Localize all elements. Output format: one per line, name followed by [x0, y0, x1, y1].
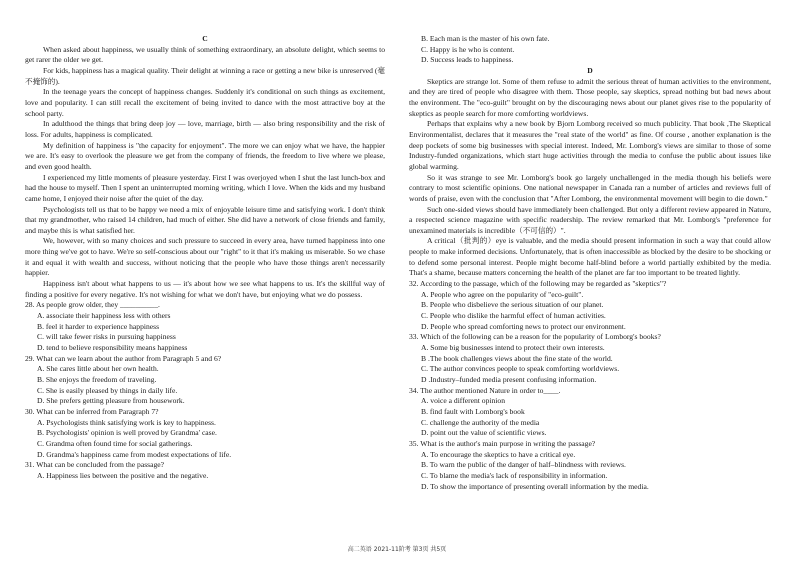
passage-d-paragraph-3: So it was strange to see Mr. Lomborg's book go largely unchallenged in the media though his beliefs were contrary to most scientific opinions. One national newspaper in Canada ran a number of articles and reviews full of words of praise, even with the conclusion that "After Lomborg, the environmental movement will begin to die down." [409, 172, 771, 203]
question-30-option-d[interactable]: D. Grandma's happiness came from modest expectations of life. [37, 449, 232, 459]
question-30-option-b[interactable]: B. Psychologists' opinion is well proved by Grandma' case. [37, 428, 217, 438]
question-35-stem: 35. What is the author's main purpose in writing the passage? [409, 438, 596, 448]
question-33-option-c[interactable]: C. The author convinces people to speak comforting worldviews. [421, 364, 620, 374]
question-34-option-c[interactable]: C. challenge the authority of the media [421, 417, 540, 427]
question-33-option-a[interactable]: A. Some big businesses intend to protect their own interests. [421, 343, 605, 353]
question-32-stem: 32. According to the passage, which of the following may be regarded as "skeptics"? [409, 279, 667, 289]
passage-d-heading: D [587, 65, 593, 75]
passage-c-paragraph-6: I experienced my little moments of pleasure yesterday. First I was overjoyed when I shut the last lunch-box and had the house to myself. Then I spent an uninterrupted morning writing, which I love. When the kids and my husband came home, I enjoyed their noise after the quiet of the day. [25, 172, 385, 203]
passage-c-paragraph-5: My definition of happiness is "the capacity for enjoyment". The more we can enjoy what we have, the happier we are. It's easy to overlook the pleasure we get from the company of friends, the freedom to live where we please, and even good health. [25, 140, 385, 171]
page-footer: 高二英语 2021-11阶考 第3页 共5页 [347, 546, 447, 553]
question-30-stem: 30. What can be inferred from Paragraph 7? [25, 406, 159, 416]
question-29-stem: 29. What can we learn about the author from Paragraph 5 and 6? [25, 353, 222, 363]
question-31-stem: 31. What can be concluded from the passage? [25, 460, 165, 470]
question-32-option-b[interactable]: B. People who disbelieve the serious situation of our planet. [421, 300, 604, 310]
question-28-option-a[interactable]: A. associate their happiness less with others [37, 311, 171, 321]
question-34-stem: 34. The author mentioned Nature in order to____. [409, 385, 561, 395]
question-35-option-d[interactable]: D. To show the importance of presenting overall information by the media. [421, 481, 649, 491]
passage-c-paragraph-4: In adulthood the things that bring deep joy — love, marriage, birth — also bring responsibility and the risk of loss. For adults, happiness is complicated. [25, 119, 385, 139]
question-29-option-b[interactable]: B. She enjoys the freedom of traveling. [37, 375, 157, 384]
passage-c-paragraph-1: When asked about happiness, we usually think of something extraordinary, an absolute delight, which seems to get rarer the older we get. [25, 44, 385, 65]
passage-c-paragraph-7: Psychologists tell us that to be happy we need a mix of enjoyable leisure time and satisfying work. I don't think that my grandmother, who raised 14 children, had much of either. She did have a network of close friends and family, and maybe this is what satisfied her. [25, 204, 385, 235]
question-29-option-a[interactable]: A. She cares little about her own health. [37, 364, 159, 374]
question-28-option-d[interactable]: D. tend to believe responsibility means happiness [37, 343, 188, 353]
question-33-stem: 33. Which of the following can be a reason for the popularity of Lomborg's books? [409, 332, 661, 342]
left-column [25, 34, 385, 482]
passage-c-heading: C [202, 34, 208, 43]
question-28-option-b[interactable]: B. feel it harder to experience happiness [37, 321, 160, 331]
passage-c-paragraph-3: In the teenage years the concept of happiness changes. Suddenly it's conditional on such things as excitement, love and popularity. I can still recall the excitement of being invited to dance with the most attractive boy at the school party. [25, 87, 385, 118]
passage-c-paragraph-8: We, however, with so many choices and such pressure to succeed in every area, have turned happiness into one more thing we've got to have. We're so self-conscious about our "right" to it that it's making us miserable. So we chase it and equal it with wealth and success, without noticing that the people who have those things aren't necessarily happier. [25, 236, 385, 278]
question-31-option-b[interactable]: B. Each man is the master of his own fate. [421, 34, 550, 43]
question-35-option-c[interactable]: C. To blame the media's lack of responsibility in information. [421, 470, 608, 480]
passage-d-paragraph-2: Perhaps that explains why a new book by Bjorn Lomborg received so much publicity. That book ,The Skeptical Environmentalist, declares that it measures the "real state of the world" as fine. Of course , another explanation is the deep pockets of some big businesses with special interest. Indeed, Mr. Lomborg's views are similar to those of some Industry-funded organizations, which start huge activities through the media to confuse the public about issues like global warming. [409, 119, 771, 171]
question-34-option-a[interactable]: A. voice a different opinion [421, 396, 505, 406]
question-32-option-c[interactable]: C. People who dislike the harmful effect of human activities. [421, 311, 606, 321]
question-34-option-b[interactable]: B. find fault with Lomborg's book [421, 406, 525, 416]
question-32-option-a[interactable]: A. People who agree on the popularity of "eco-guilt". [421, 289, 584, 299]
right-column [409, 34, 771, 492]
question-28-stem: 28. As people grow older, they __________. [25, 300, 160, 310]
question-32-option-d[interactable]: D. People who spread comforting news to protect our environment. [421, 321, 626, 331]
passage-c-paragraph-2: For kids, happiness has a magical quality. Their delight at winning a race or getting a new bike is unreserved (毫不掩饰的). [25, 65, 385, 86]
question-30-option-c[interactable]: C. Grandma often found time for social gatherings. [37, 438, 193, 448]
question-31-option-d[interactable]: D. Success leads to happiness. [421, 55, 514, 65]
question-31-option-c[interactable]: C. Happy is he who is content. [421, 44, 515, 54]
question-34-option-d[interactable]: D. point out the value of scientific views. [421, 428, 547, 438]
passage-d-paragraph-4: Such one-sided views should have immediately been challenged. But only a different review appeared in Nature, a respected science magazine with specific readership. The review remarked that Mr. Lomborg's "preference for unexamined materials is incredible（不可信的）". [409, 204, 771, 235]
question-35-option-a[interactable]: A. To encourage the skeptics to have a critical eye. [421, 449, 576, 459]
question-28-option-c[interactable]: C. will take fewer risks in pursuing happiness [37, 332, 176, 342]
question-33-option-d[interactable]: D .Industry–funded media present confusing information. [421, 375, 597, 384]
passage-c-paragraph-9: Happiness isn't about what happens to us — it's about how we see what happens to us. It's the skillful way of finding a positive for every negative. It's not wishing for what we don't have, but enjoying what we do possess. [25, 279, 385, 299]
question-29-option-c[interactable]: C. She is easily pleased by things in daily life. [37, 385, 178, 395]
question-29-option-d[interactable]: D. She prefers getting pleasure from housework. [37, 396, 185, 406]
question-35-option-b[interactable]: B. To warn the public of the danger of half–blindness with reviews. [421, 460, 626, 470]
passage-d-paragraph-1: Skeptics are strange lot. Some of them refuse to admit the serious threat of human activities to the environment, and they are tired of people who disagree with them. Those people, say skeptics, spread nothing but bad news about the environment. The "eco-guilt" brought on by the discouraging news about our planet gives rise to the popularity of skeptics as people search for more comforting worldviews. [409, 76, 771, 118]
question-33-option-b[interactable]: B .The book challenges views about the fine state of the world. [421, 353, 613, 363]
passage-d-paragraph-5: A critical（批判的）eye is valuable, and the media should present information in such a way that could allow people to make informed decisions. Unfortunately, that is often inaccessible as blocked by the desire to be shocking or to defend some personal interest. People might become half-blind before a world partially exhibited by the media. That's a shame, because matters concerning the health of the planet are far too important to be treated lightly. [409, 236, 771, 278]
question-31-option-a[interactable]: A. Happiness lies between the positive and the negative. [37, 470, 209, 480]
question-30-option-a[interactable]: A. Psychologists think satisfying work is key to happiness. [37, 417, 216, 427]
